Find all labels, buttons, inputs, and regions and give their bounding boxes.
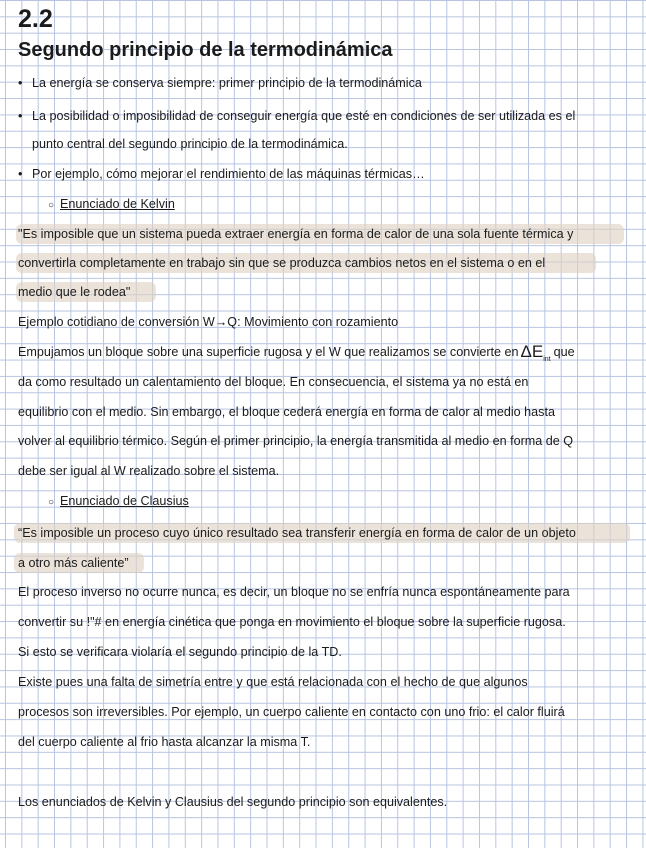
clausius-quote-line: “Es imposible un proceso cuyo único resultado sea transferir energía en forma de calor de un objeto (18, 526, 576, 540)
conclusion-line: Los enunciados de Kelvin y Clausius del segundo principio son equivalentes. (18, 795, 448, 809)
delta-subscript: int (543, 356, 551, 363)
bullet-text: Por ejemplo, cómo mejorar el rendimiento de las máquinas térmicas… (32, 167, 425, 181)
example-line (18, 339, 575, 365)
clausius-line: procesos son irreversibles. Por ejemplo, un cuerpo caliente en contacto con uno frio: el calor fluirá (18, 705, 565, 719)
example-line: debe ser igual al W realizado sobre el sistema. (18, 464, 280, 478)
bullet-text: La posibilidad o imposibilidad de conseguir energía que esté en condiciones de ser utilizada es el (32, 109, 576, 123)
kelvin-quote-line: "Es imposible que un sistema pueda extraer energía en forma de calor de una sola fuente térmica y (18, 227, 574, 241)
clausius-line: convertir su !"# en energía cinética que ponga en movimiento el bloque sobre la superficie rugosa. (18, 615, 566, 629)
example-line-end: que (553, 345, 575, 359)
clausius-line: Si esto se verificara violaría el segundo principio de la TD. (18, 645, 342, 659)
section-number: 2.2 (18, 5, 53, 33)
clausius-heading-text: Enunciado de Clausius (60, 494, 189, 508)
example-line: volver al equilibrio térmico. Según el primer principio, la energía transmitida al medio en forma de Q (18, 434, 574, 448)
bullet-text: La energía se conserva siempre: primer principio de la termodinámica (32, 76, 422, 90)
clausius-quote-line: a otro más caliente” (18, 556, 129, 570)
clausius-heading (48, 488, 189, 514)
example-line: da como resultado un calentamiento del bloque. En consecuencia, el sistema ya no está en (18, 375, 529, 389)
clausius-line: del cuerpo caliente al frio hasta alcanzar la misma T. (18, 735, 311, 749)
bullet-item (18, 161, 425, 187)
clausius-line: Existe pues una falta de simetría entre y que está relacionada con el hecho de que algunos (18, 675, 528, 689)
sub-bullet-marker: ○ (48, 200, 55, 211)
bullet-marker: • (18, 109, 23, 123)
section-title: Segundo principio de la termodinámica (18, 39, 393, 61)
example-title: Ejemplo cotidiano de conversión W→Q: Movimiento con rozamiento (18, 315, 399, 329)
delta-energy-symbol: ΔE (520, 342, 544, 361)
clausius-line: El proceso inverso no ocurre nunca, es decir, un bloque no se enfría nunca espontáneamente para (18, 585, 570, 599)
bullet-item (18, 70, 422, 96)
bullet-marker: • (18, 167, 23, 181)
kelvin-heading (48, 191, 175, 217)
bullet-item (18, 103, 575, 129)
example-line: equilibrio con el medio. Sin embargo, el bloque cederá energía en forma de calor al medio hasta (18, 405, 555, 419)
example-line-text: Empujamos un bloque sobre una superficie rugosa y el W que realizamos se convierte en (18, 345, 519, 359)
kelvin-quote-line: convertirla completamente en trabajo sin que se produzca cambios netos en el sistema o en el (18, 256, 546, 270)
sub-bullet-marker: ○ (48, 497, 55, 508)
kelvin-quote-line: medio que le rodea" (18, 285, 131, 299)
kelvin-heading-text: Enunciado de Kelvin (60, 197, 175, 211)
bullet-marker: • (18, 76, 23, 90)
bullet-continuation: punto central del segundo principio de la termodinámica. (32, 137, 348, 151)
